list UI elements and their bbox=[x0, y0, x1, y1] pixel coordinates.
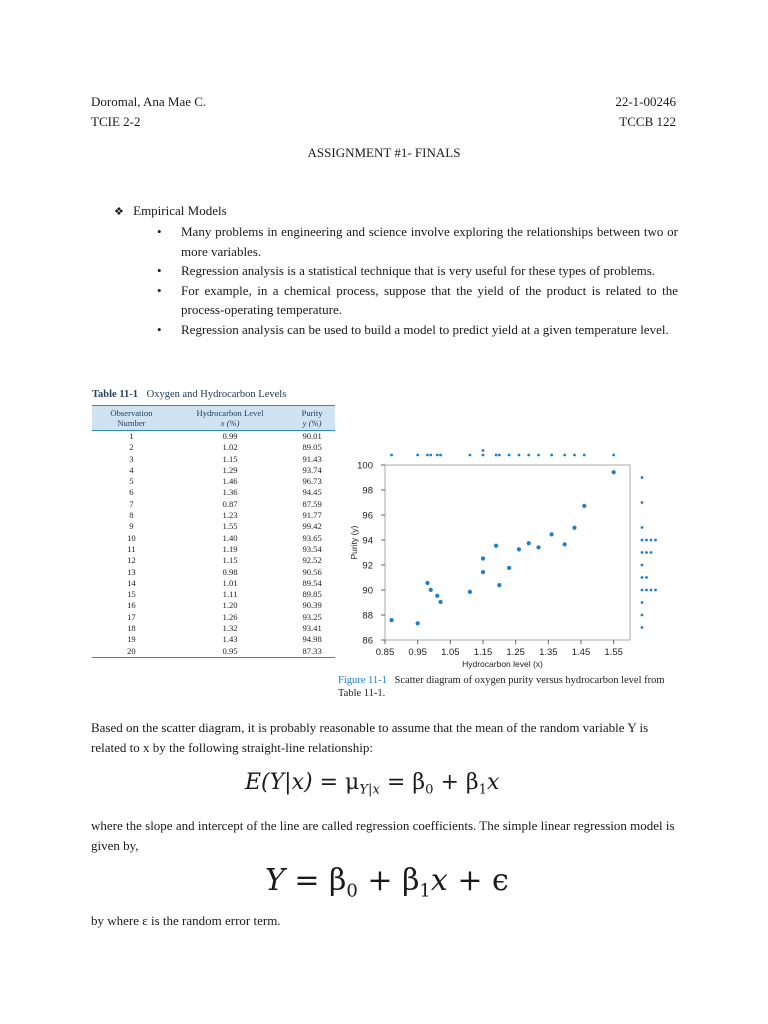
x-tick-label: 1.45 bbox=[571, 647, 591, 658]
student-name: Doromal, Ana Mae C. bbox=[91, 94, 207, 109]
student-id: 22-1-00246 bbox=[615, 94, 676, 109]
cell-observation: 10 bbox=[127, 532, 136, 543]
cell-purity: 87.33 bbox=[289, 646, 335, 658]
marginal-dot-x bbox=[436, 454, 439, 457]
x-tick-label: 1.05 bbox=[441, 647, 460, 658]
marginal-dot-x bbox=[426, 454, 429, 457]
cell-purity: 93.41 bbox=[302, 623, 322, 634]
cell-observation: 16 bbox=[127, 600, 136, 611]
marginal-dot-x bbox=[508, 454, 511, 457]
marginal-dot-x bbox=[527, 454, 530, 457]
data-point bbox=[438, 600, 442, 604]
equation-regression-model: $Y = \beta_0 + \beta_1x + \epsilon$ bbox=[265, 863, 509, 902]
data-point bbox=[435, 594, 439, 598]
cell-hydrocarbon: 1.19 bbox=[222, 543, 238, 554]
paragraph-1: Based on the scatter diagram, it is probably reasonable to assume that the mean of the random variable Y is related to x by the following straight-line relationship: bbox=[91, 720, 649, 755]
cell-hydrocarbon: 1.29 bbox=[222, 464, 238, 475]
cell-hydrocarbon: 1.43 bbox=[222, 634, 238, 645]
bullet-dot-icon: • bbox=[157, 282, 162, 298]
marginal-dot-x bbox=[563, 454, 566, 457]
marginal-dot-y bbox=[641, 576, 644, 579]
data-point bbox=[481, 556, 485, 560]
data-point bbox=[468, 590, 472, 594]
cell-observation: 14 bbox=[127, 577, 136, 588]
table-row bbox=[92, 487, 335, 498]
y-tick-label: 88 bbox=[362, 610, 373, 622]
table-row bbox=[92, 555, 335, 566]
table-row bbox=[92, 646, 335, 658]
cell-purity: 87.59 bbox=[302, 498, 322, 509]
marginal-dot-y bbox=[641, 564, 644, 567]
marginal-dot-x bbox=[498, 454, 501, 457]
section-code: TCIE 2-2 bbox=[91, 114, 141, 129]
equation-mean-line: $E(Y|x) = \mu_{Y|x} = \beta_0 + \beta_1x$ bbox=[245, 770, 500, 798]
cell-purity: 90.56 bbox=[302, 566, 322, 577]
marginal-dot-x bbox=[583, 454, 586, 457]
data-table bbox=[92, 405, 335, 658]
data-point bbox=[494, 544, 498, 548]
y-tick-label: 86 bbox=[362, 635, 373, 647]
marginal-dot-x bbox=[518, 454, 521, 457]
marginal-dot-y bbox=[641, 539, 644, 542]
cell-hydrocarbon: 1.02 bbox=[222, 442, 238, 453]
marginal-dot-y bbox=[641, 589, 644, 592]
cell-observation: 20 bbox=[92, 646, 171, 658]
cell-observation: 12 bbox=[127, 555, 136, 566]
section-heading-label: Empirical Models bbox=[133, 203, 227, 218]
figure-label: Figure 11-1 bbox=[338, 675, 387, 686]
marginal-dot-x bbox=[482, 454, 485, 457]
cell-purity: 93.74 bbox=[302, 464, 322, 475]
data-point bbox=[582, 504, 586, 508]
marginal-dot-x bbox=[537, 454, 540, 457]
cell-purity: 89.05 bbox=[302, 442, 322, 453]
y-tick-label: 96 bbox=[362, 510, 373, 522]
scatter-chart bbox=[340, 430, 675, 670]
data-point bbox=[563, 542, 567, 546]
marginal-dot-y bbox=[650, 539, 653, 542]
cell-hydrocarbon: 1.11 bbox=[222, 589, 238, 600]
cell-hydrocarbon: 1.40 bbox=[222, 532, 238, 543]
data-point bbox=[527, 541, 531, 545]
plot-frame bbox=[385, 465, 630, 640]
figure-caption bbox=[338, 674, 668, 700]
data-point bbox=[517, 547, 521, 551]
table-body bbox=[92, 431, 335, 658]
cell-purity: 93.65 bbox=[302, 532, 322, 543]
marginal-dot-y bbox=[641, 601, 644, 604]
cell-observation: 7 bbox=[129, 498, 134, 509]
cell-observation: 1 bbox=[129, 431, 134, 441]
cell-purity: 89.85 bbox=[302, 589, 322, 600]
table-header-row bbox=[92, 406, 335, 431]
marginal-dot-y bbox=[650, 551, 653, 554]
table-row bbox=[92, 612, 335, 623]
cell-observation: 5 bbox=[129, 476, 134, 487]
marginal-dot-x bbox=[573, 454, 576, 457]
col-header-purity: Purity y (%) bbox=[289, 406, 335, 431]
cell-purity: 90.39 bbox=[302, 600, 322, 611]
y-tick-label: 100 bbox=[357, 460, 373, 472]
diamond-bullet-icon: ❖ bbox=[114, 205, 124, 218]
list-item: • For example, in a chemical process, suppose that the yield of the product is related to the process-operating temperature. bbox=[157, 282, 678, 317]
data-point bbox=[497, 583, 501, 587]
table-row bbox=[92, 634, 335, 645]
table-title: Oxygen and Hydrocarbon Levels bbox=[146, 389, 287, 400]
marginal-dot-y bbox=[641, 501, 644, 504]
table-row bbox=[92, 533, 335, 544]
cell-purity: 89.54 bbox=[302, 577, 322, 588]
table-row bbox=[92, 476, 335, 487]
table-row bbox=[92, 544, 335, 555]
col-header-observation: Observation Number bbox=[92, 406, 171, 431]
marginal-dot-y bbox=[645, 576, 648, 579]
table-label: Table 11-1 bbox=[92, 389, 138, 400]
bullet-dot-icon: • bbox=[157, 263, 162, 278]
x-tick-label: 1.35 bbox=[539, 647, 558, 658]
list-item: • Regression analysis can be used to build a model to predict yield at a given temperature level. bbox=[181, 320, 678, 340]
marginal-dot-x bbox=[469, 454, 472, 457]
cell-observation: 17 bbox=[127, 611, 136, 622]
cell-hydrocarbon: 1.15 bbox=[222, 555, 238, 566]
cell-purity: 92.52 bbox=[302, 555, 322, 566]
cell-hydrocarbon: 0.95 bbox=[171, 646, 289, 658]
cell-observation: 8 bbox=[129, 510, 134, 521]
cell-purity: 93.54 bbox=[302, 543, 322, 554]
marginal-dot-y bbox=[645, 539, 648, 542]
cell-purity: 91.77 bbox=[302, 510, 322, 521]
marginal-dot-y bbox=[650, 589, 653, 592]
y-tick-label: 92 bbox=[362, 560, 373, 572]
marginal-dot-y bbox=[641, 626, 644, 629]
paragraph-3: by where ε is the random error term. bbox=[91, 913, 281, 928]
table-row bbox=[92, 623, 335, 634]
table-row bbox=[92, 521, 335, 532]
data-point bbox=[550, 532, 554, 536]
cell-purity: 90.01 bbox=[302, 431, 322, 441]
bullet-dot-icon: • bbox=[157, 321, 162, 337]
x-tick-label: 1.55 bbox=[604, 647, 623, 658]
x-tick-label: 0.85 bbox=[375, 647, 395, 658]
x-axis-label: Hydrocarbon level (x) bbox=[462, 659, 543, 669]
y-axis-label: Purity (y) bbox=[349, 525, 359, 560]
marginal-dot-y bbox=[645, 551, 648, 554]
cell-hydrocarbon: 0.87 bbox=[222, 498, 238, 509]
bullet-dot-icon: • bbox=[157, 224, 162, 239]
table-row bbox=[92, 442, 335, 453]
cell-purity: 94.45 bbox=[302, 487, 322, 498]
data-point bbox=[389, 618, 393, 622]
page-title: ASSIGNMENT #1- FINALS bbox=[307, 145, 461, 160]
cell-observation: 2 bbox=[129, 442, 134, 453]
marginal-dot-y bbox=[645, 589, 648, 592]
y-tick-label: 94 bbox=[362, 535, 373, 547]
marginal-dot-y bbox=[654, 589, 657, 592]
data-point bbox=[425, 581, 429, 585]
marginal-dot-x bbox=[495, 454, 498, 457]
cell-hydrocarbon: 0.98 bbox=[222, 566, 238, 577]
x-tick-label: 0.95 bbox=[408, 647, 427, 658]
cell-observation: 18 bbox=[127, 623, 136, 634]
marginal-dot-y bbox=[641, 614, 644, 617]
cell-observation: 13 bbox=[127, 566, 136, 577]
cell-observation: 3 bbox=[129, 453, 134, 464]
marginal-dot-y bbox=[641, 551, 644, 554]
data-point bbox=[507, 566, 511, 570]
list-item: • Regression analysis is a statistical technique that is very useful for these types of problems. bbox=[181, 261, 678, 281]
cell-observation: 9 bbox=[129, 521, 134, 532]
table-row bbox=[92, 499, 335, 510]
cell-hydrocarbon: 1.20 bbox=[222, 600, 238, 611]
marginal-dot-y bbox=[654, 539, 657, 542]
marginal-dot-x bbox=[416, 454, 419, 457]
table-row bbox=[92, 510, 335, 521]
marginal-dot-x bbox=[390, 454, 393, 457]
cell-hydrocarbon: 1.15 bbox=[222, 453, 238, 464]
marginal-dot-x bbox=[429, 454, 432, 457]
table-row bbox=[92, 589, 335, 600]
marginal-dot-x bbox=[612, 454, 615, 457]
marginal-dot-x bbox=[482, 449, 485, 452]
table-row bbox=[92, 600, 335, 611]
cell-observation: 4 bbox=[129, 464, 134, 475]
marginal-dot-y bbox=[641, 476, 644, 479]
x-tick-label: 1.25 bbox=[506, 647, 525, 658]
y-tick-label: 98 bbox=[362, 485, 373, 497]
cell-hydrocarbon: 1.36 bbox=[222, 487, 238, 498]
cell-hydrocarbon: 1.32 bbox=[222, 623, 238, 634]
data-point bbox=[429, 588, 433, 592]
cell-hydrocarbon: 1.23 bbox=[222, 510, 238, 521]
cell-observation: 6 bbox=[129, 487, 134, 498]
cell-purity: 99.42 bbox=[302, 521, 322, 532]
data-point bbox=[612, 470, 616, 474]
data-point bbox=[536, 545, 540, 549]
cell-observation: 19 bbox=[127, 634, 136, 645]
cell-purity: 96.73 bbox=[302, 476, 322, 487]
course-code: TCCB 122 bbox=[619, 114, 676, 129]
cell-hydrocarbon: 1.55 bbox=[222, 521, 238, 532]
cell-hydrocarbon: 1.46 bbox=[222, 476, 238, 487]
table-row bbox=[92, 578, 335, 589]
table-row bbox=[92, 465, 335, 476]
col-header-hydrocarbon: Hydrocarbon Level x (%) bbox=[171, 406, 289, 431]
cell-hydrocarbon: 1.26 bbox=[222, 611, 238, 622]
y-tick-label: 90 bbox=[362, 585, 373, 597]
x-tick-label: 1.15 bbox=[473, 647, 493, 658]
table-row bbox=[92, 567, 335, 578]
marginal-dot-x bbox=[439, 454, 442, 457]
table-caption bbox=[92, 389, 286, 400]
table-row bbox=[92, 431, 335, 443]
bullet-list bbox=[157, 222, 678, 339]
data-point bbox=[416, 621, 420, 625]
cell-hydrocarbon: 0.99 bbox=[222, 431, 238, 441]
cell-purity: 94.98 bbox=[302, 634, 322, 645]
list-item: • Many problems in engineering and science involve exploring the relationships between two or more variables. bbox=[157, 224, 678, 259]
data-point bbox=[481, 570, 485, 574]
section-heading bbox=[114, 203, 227, 220]
figure-caption-text: Scatter diagram of oxygen purity versus hydrocarbon level from Table 11-1. bbox=[338, 675, 665, 699]
paragraph-2: where the slope and intercept of the line are called regression coefficients. The simple linear regression model is given by, bbox=[91, 818, 675, 853]
data-point bbox=[572, 526, 576, 530]
table-row bbox=[92, 454, 335, 465]
marginal-dot-x bbox=[550, 454, 553, 457]
cell-observation: 15 bbox=[127, 589, 136, 600]
marginal-dot-y bbox=[641, 526, 644, 529]
cell-observation: 11 bbox=[127, 543, 136, 554]
cell-purity: 93.25 bbox=[302, 611, 322, 622]
cell-purity: 91.43 bbox=[302, 453, 322, 464]
cell-hydrocarbon: 1.01 bbox=[222, 577, 238, 588]
